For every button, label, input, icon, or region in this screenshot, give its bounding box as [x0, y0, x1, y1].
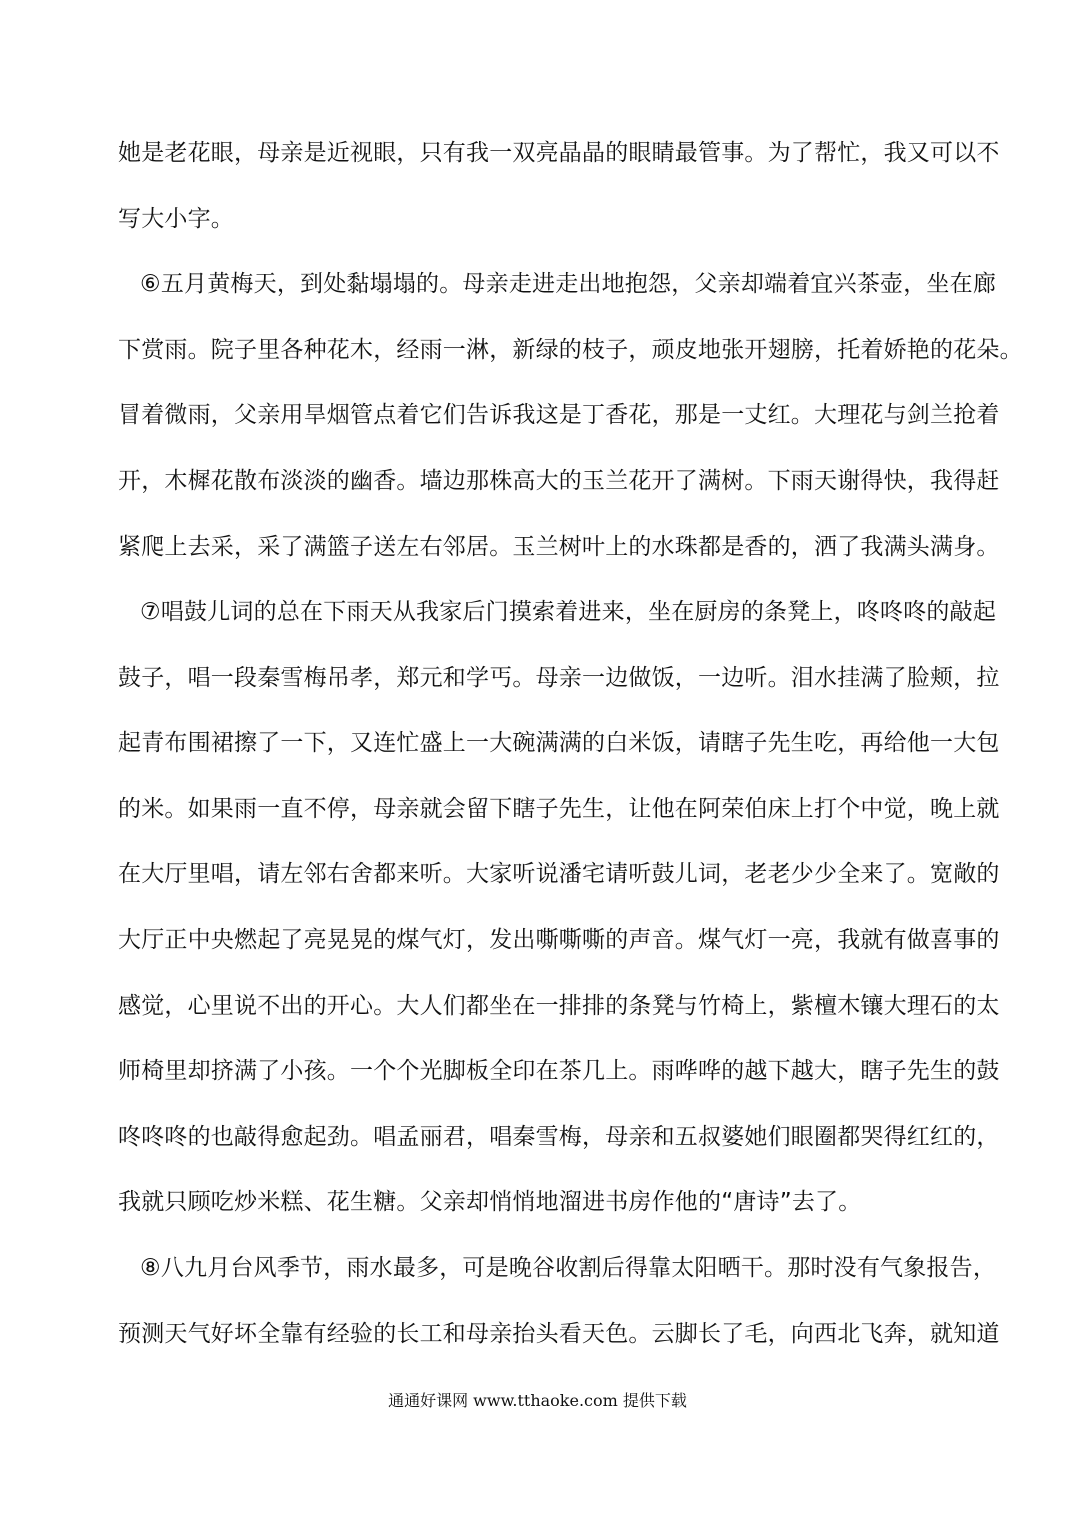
paragraph-8-start: ⑧八九月台风季节，雨水最多，可是晚谷收割后得靠太阳晒干。那时没有气象报告， [140, 1255, 997, 1281]
text-line: 下赏雨。院子里各种花木，经雨一淋，新绿的枝子，顽皮地张开翅膀，托着娇艳的花朵。 [118, 337, 1023, 363]
paragraph-6-start: ⑥五月黄梅天，到处黏塌塌的。母亲走进走出地抱怨，父亲却端着宜兴茶壶，坐在廊 [140, 271, 997, 297]
text-line: 咚咚咚的也敲得愈起劲。唱孟丽君，唱秦雪梅，母亲和五叔婆她们眼圈都哭得红红的， [118, 1124, 1000, 1150]
text-line: 大厅正中央燃起了亮晃晃的煤气灯，发出嘶嘶嘶的声音。煤气灯一亮，我就有做喜事的 [118, 927, 1000, 953]
text-line: 冒着微雨，父亲用旱烟管点着它们告诉我这是丁香花，那是一丈红。大理花与剑兰抢着 [118, 402, 1000, 428]
text-line: 她是老花眼，母亲是近视眼，只有我一双亮晶晶的眼睛最管事。为了帮忙，我又可以不 [118, 140, 1000, 166]
text-line: 写大小字。 [118, 206, 234, 232]
text-line: 紧爬上去采，采了满篮子送左右邻居。玉兰树叶上的水珠都是香的，洒了我满头满身。 [118, 534, 1000, 560]
text-line: 起青布围裙擦了一下，又连忙盛上一大碗满满的白米饭，请瞎子先生吃，再给他一大包 [118, 730, 1000, 756]
text-line: 在大厅里唱，请左邻右舍都来听。大家听说潘宅请听鼓儿词，老老少少全来了。宽敞的 [118, 861, 1000, 887]
text-line: 我就只顾吃炒米糕、花生糖。父亲却悄悄地溜进书房作他的“唐诗”去了。 [118, 1189, 862, 1215]
text-line: 预测天气好坏全靠有经验的长工和母亲抬头看天色。云脚长了毛，向西北飞奔，就知道 [118, 1321, 1000, 1347]
page-footer: 通通好课网 www.tthaoke.com 提供下载 [388, 1391, 687, 1410]
text-line: 感觉，心里说不出的开心。大人们都坐在一排排的条凳与竹椅上，紫檀木镶大理石的太 [118, 993, 1000, 1019]
text-line: 的米。如果雨一直不停，母亲就会留下瞎子先生，让他在阿荣伯床上打个中觉，晚上就 [118, 796, 1000, 822]
text-line: 师椅里却挤满了小孩。一个个光脚板全印在茶几上。雨哗哗的越下越大，瞎子先生的鼓 [118, 1058, 1000, 1084]
text-line: 鼓子，唱一段秦雪梅吊孝，郑元和学丐。母亲一边做饭，一边听。泪水挂满了脸颊，拉 [118, 665, 1000, 691]
text-line: 开，木樨花散布淡淡的幽香。墙边那株高大的玉兰花开了满树。下雨天谢得快，我得赶 [118, 468, 1000, 494]
paragraph-7-start: ⑦唱鼓儿词的总在下雨天从我家后门摸索着进来，坐在厨房的条凳上，咚咚咚的敲起 [140, 599, 997, 625]
